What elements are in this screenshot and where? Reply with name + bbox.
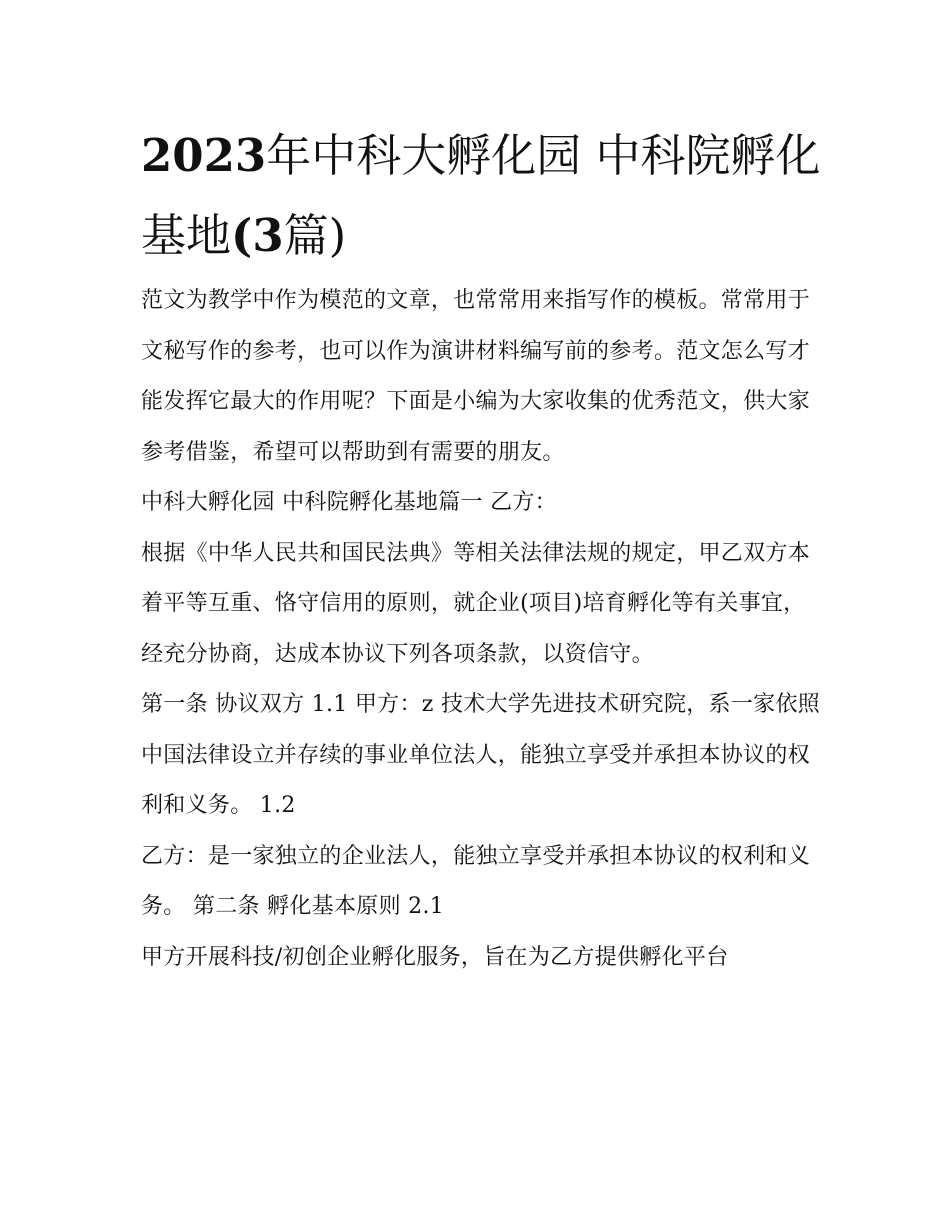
document-title bbox=[141, 116, 821, 276]
title-year: 2023 bbox=[141, 129, 267, 182]
title-text: 年中科大孵化园 中科院孵化基地 bbox=[141, 129, 821, 262]
paragraph-article-one: 第一条 协议双方 1.1 甲方：z 技术大学先进技术研究院，系一家依照中国法律设立并存续的事业单位法人，能独立享受并承担本协议的权利和义务。 1.2 bbox=[141, 692, 821, 818]
paragraph-legal-basis: 根据《中华人民共和国民法典》等相关法律法规的规定，甲乙双方本着平等互重、恪守信用的原则，就企业(项目)培育孵化等有关事宜，经充分协商，达成本协议下列各项条款，以资信守。 bbox=[141, 540, 811, 667]
document-body bbox=[141, 276, 821, 983]
paragraph-incubation-service: 甲方开展科技/初创企业孵化服务，旨在为乙方提供孵化平台 bbox=[141, 944, 729, 970]
title-count: 3 bbox=[252, 209, 284, 262]
paragraph-intro: 范文为教学中作为模范的文章，也常常用来指写作的模板。常常用于文秘写作的参考，也可以作为演讲材料编写前的参考。范文怎么写才能发挥它最大的作用呢？下面是小编为大家收集的优秀范文，供大家参考借鉴，希望可以帮助到有需要的朋友。 bbox=[141, 288, 811, 465]
paragraph-party-b: 乙方：是一家独立的企业法人，能独立享受并承担本协议的权利和义务。 第二条 孵化基本原则 2.1 bbox=[141, 843, 811, 919]
title-paren-close: 篇) bbox=[283, 209, 347, 262]
paragraph-heading-part-one: 中科大孵化园 中科院孵化基地篇一 乙方： bbox=[141, 490, 557, 515]
title-paren-open: ( bbox=[231, 209, 253, 262]
